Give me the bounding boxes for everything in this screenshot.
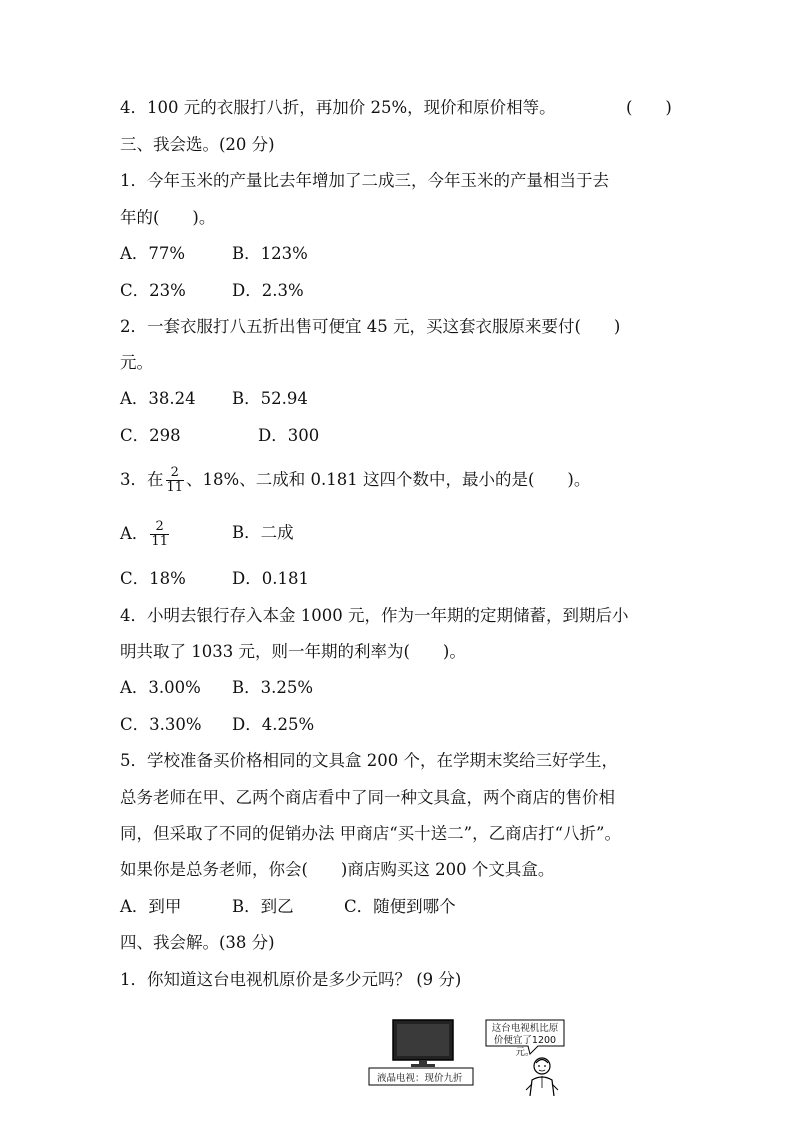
- option-b: B．到乙: [232, 897, 294, 916]
- choice-question-1-line2: 年的( )。: [120, 208, 216, 227]
- true-false-question-4: 4．100 元的衣服打八折，再加价 25%，现价和原价相等。: [120, 98, 556, 117]
- option-c: C．3.30%: [120, 715, 202, 734]
- choice-question-2-line2: 元。: [120, 353, 153, 372]
- option-d: D．300: [258, 426, 320, 445]
- tv-illustration: [367, 1016, 477, 1088]
- question-3-suffix: 、18%、二成和 0.181 这四个数中，最小的是( )。: [186, 470, 591, 489]
- option-c: C．18%: [120, 569, 186, 588]
- choice-question-1-line1: 1．今年玉米的产量比去年增加了二成三，今年玉米的产量相当于去: [120, 171, 609, 190]
- answer-paren: ( ): [626, 98, 672, 117]
- tv-price-label: 液晶电视：现价九折: [377, 1073, 463, 1084]
- fraction-numerator: 2: [166, 466, 185, 481]
- choice-question-5-line3: 同，但采取了不同的促销办法 甲商店“买十送二”，乙商店打“八折”。: [120, 824, 621, 843]
- option-b: B．123%: [232, 244, 308, 263]
- choice-question-3: [120, 466, 590, 495]
- fraction-two-elevenths: [166, 466, 185, 495]
- option-b: B．3.25%: [232, 678, 314, 697]
- option-a: A．77%: [120, 244, 186, 263]
- fraction-denominator: 11: [151, 534, 168, 549]
- fraction-numerator: 2: [150, 520, 169, 535]
- fraction-two-elevenths: [150, 520, 169, 549]
- choice-question-5-line4: 如果你是总务老师，你会( )商店购买这 200 个文具盒。: [120, 860, 555, 879]
- option-b: B．52.94: [232, 389, 308, 408]
- option-a: A．3.00%: [120, 678, 201, 697]
- choice-question-4-line1: 4．小明去银行存入本金 1000 元，作为一年期的定期储蓄，到期后小: [120, 606, 629, 625]
- bubble-line-2: 价便宜了1200元。: [493, 1035, 557, 1058]
- choice-question-5-line1: 5．学校准备买价格相同的文具盒 200 个，在学期末奖给三好学生，: [120, 751, 618, 770]
- option-b: B．二成: [232, 523, 294, 542]
- option-a-label: A．: [120, 524, 149, 543]
- option-c: C．随便到哪个: [344, 897, 456, 916]
- choice-question-4-line2: 明共取了 1033 元，则一年期的利率为( )。: [120, 642, 466, 661]
- option-c: C．298: [120, 426, 181, 445]
- choice-question-2-line1: 2．一套衣服打八五折出售可便宜 45 元，买这套衣服原来要付( ): [120, 317, 621, 336]
- option-d: D．2.3%: [232, 281, 304, 300]
- option-a: A．38.24: [120, 389, 196, 408]
- bubble-line-1: 这台电视机比原: [491, 1023, 559, 1034]
- option-d: D．0.181: [232, 569, 309, 588]
- question-3-prefix: 3．在: [120, 470, 164, 489]
- fraction-denominator: 11: [166, 480, 184, 495]
- solve-question-1: 1．你知道这台电视机原价是多少元吗？ (9 分): [120, 970, 462, 989]
- option-a: [120, 520, 171, 549]
- option-d: D．4.25%: [232, 715, 315, 734]
- section-heading-choose: 三、我会选。(20 分): [120, 135, 275, 154]
- section-heading-solve: 四、我会解。(38 分): [120, 933, 275, 952]
- salesperson-illustration: [482, 1018, 572, 1098]
- choice-question-5-line2: 总务老师在甲、乙两个商店看中了同一种文具盒，两个商店的售价相: [120, 788, 615, 807]
- option-a: A．到甲: [120, 897, 182, 916]
- option-c: C．23%: [120, 281, 186, 300]
